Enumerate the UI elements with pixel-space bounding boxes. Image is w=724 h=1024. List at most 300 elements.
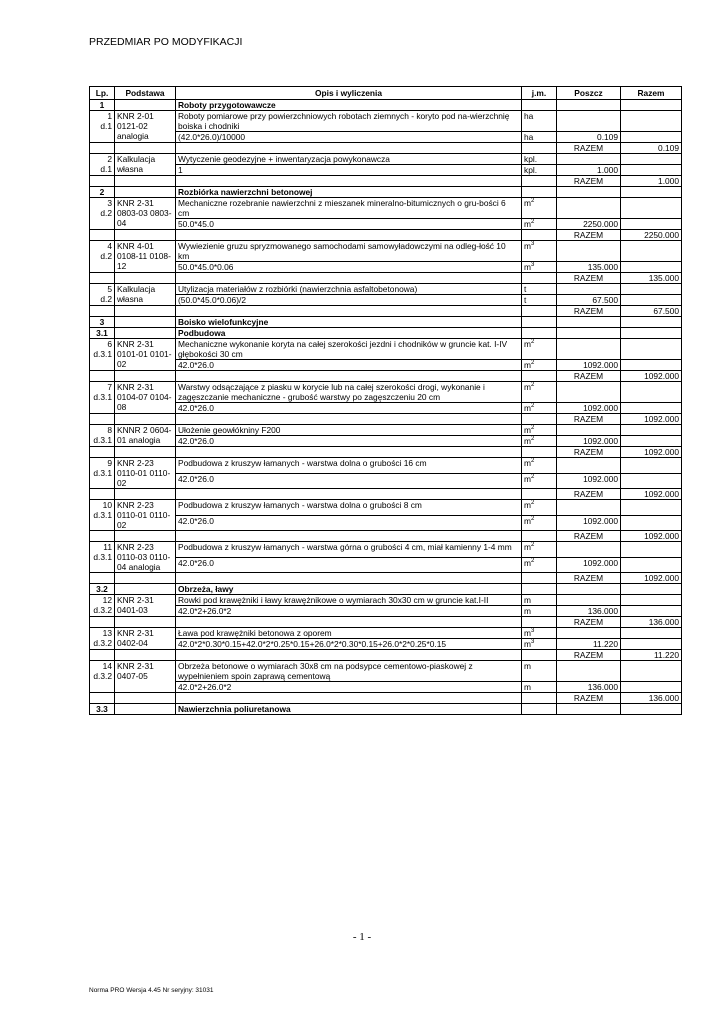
total-value: 1.000 <box>621 176 682 187</box>
item-basis: KNNR 2 0604-01 analogia <box>115 425 176 447</box>
item-number: 6 <box>107 339 112 349</box>
total-empty-cell <box>115 447 176 458</box>
calculation-quantity: 135.000 <box>557 262 621 273</box>
total-row <box>90 489 682 500</box>
calculation-unit-unit: m <box>524 219 531 229</box>
item-number: 10 <box>102 500 112 510</box>
total-label: RAZEM <box>557 414 621 425</box>
total-empty-cell <box>90 693 115 704</box>
item-basis: Kalkulacja własna <box>115 154 176 176</box>
item-unit-exponent: 3 <box>530 241 535 248</box>
item-unit-unit: m <box>524 542 531 552</box>
item-unit-unit: m <box>524 500 531 510</box>
item-unit <box>522 111 557 132</box>
section-empty-cell <box>557 317 621 328</box>
item-unit <box>522 154 557 165</box>
section-empty-cell <box>621 584 682 595</box>
item-row <box>90 382 682 403</box>
total-label: RAZEM <box>557 230 621 241</box>
calculation-formula: 42.0*26.0 <box>176 360 522 371</box>
item-lp-cell <box>90 284 115 306</box>
calculation-unit-unit: ha <box>524 132 534 142</box>
item-number: 11 <box>103 542 112 552</box>
item-empty-cell <box>557 198 621 219</box>
total-empty-cell <box>176 617 522 628</box>
total-empty-cell <box>115 230 176 241</box>
calculation-unit-exponent: 2 <box>530 436 535 443</box>
total-empty-cell <box>115 306 176 317</box>
item-lp-cell <box>90 542 115 573</box>
item-department: d.2 <box>100 251 112 261</box>
calculation-unit-unit: m <box>524 436 531 446</box>
section-title: Rozbiórka nawierzchni betonowej <box>176 187 522 198</box>
section-row <box>90 328 682 339</box>
item-basis: KNR 2-31 0407-05 <box>115 661 176 693</box>
item-empty-cell <box>557 542 621 558</box>
item-description: Wytyczenie geodezyjne + inwentaryzacja powykonawcza <box>176 154 522 165</box>
calculation-unit <box>522 515 557 531</box>
item-empty-cell <box>557 458 621 474</box>
calculation-row <box>90 262 682 273</box>
calculation-unit-unit: m <box>524 262 531 272</box>
calculation-unit <box>522 436 557 447</box>
item-unit-exponent: 2 <box>530 458 535 465</box>
calculation-row <box>90 219 682 230</box>
section-empty-cell <box>621 187 682 198</box>
item-unit <box>522 500 557 516</box>
item-row <box>90 458 682 474</box>
calculation-quantity: 1092.000 <box>557 473 621 489</box>
total-empty-cell <box>176 447 522 458</box>
item-empty-cell <box>557 111 621 132</box>
item-empty-cell <box>557 382 621 403</box>
total-empty-cell <box>522 176 557 187</box>
total-label: RAZEM <box>557 693 621 704</box>
calculation-empty-cell <box>621 473 682 489</box>
item-unit-unit: kpl. <box>524 154 538 164</box>
item-row <box>90 198 682 219</box>
item-empty-cell <box>557 628 621 639</box>
item-unit <box>522 628 557 639</box>
total-empty-cell <box>90 573 115 584</box>
total-value: 136.000 <box>621 617 682 628</box>
item-unit-unit: m <box>524 628 531 638</box>
item-basis: KNR 2-01 0121-02 analogia <box>115 111 176 143</box>
item-description: Ułożenie geowłókniny F200 <box>176 425 522 436</box>
item-row <box>90 595 682 606</box>
page-footer: Norma PRO Wersja 4.45 Nr seryjny: 31031 <box>89 987 214 994</box>
calculation-formula: (42.0*26.0)/10000 <box>176 132 522 143</box>
item-number: 7 <box>107 382 112 392</box>
item-lp-cell <box>90 382 115 414</box>
calculation-unit-exponent: 2 <box>530 557 535 564</box>
item-lp-cell <box>90 595 115 617</box>
column-header-razem: Razem <box>621 87 682 100</box>
page-header-title: PRZEDMIAR PO MODYFIKACJI <box>89 36 243 48</box>
item-number: 3 <box>107 198 112 208</box>
section-empty-cell <box>557 100 621 111</box>
column-header-poszcz: Poszcz <box>557 87 621 100</box>
item-lp-cell <box>90 198 115 230</box>
total-empty-cell <box>176 573 522 584</box>
item-lp-cell <box>90 111 115 143</box>
calculation-quantity: 1092.000 <box>557 436 621 447</box>
item-empty-cell <box>621 111 682 132</box>
total-empty-cell <box>176 230 522 241</box>
total-row <box>90 693 682 704</box>
calculation-quantity: 136.000 <box>557 606 621 617</box>
item-unit-unit: ha <box>524 111 534 121</box>
section-empty-cell <box>557 187 621 198</box>
total-empty-cell <box>90 617 115 628</box>
total-empty-cell <box>90 306 115 317</box>
item-department: d.2 <box>100 294 112 304</box>
total-empty-cell <box>522 230 557 241</box>
section-empty-cell <box>522 584 557 595</box>
item-lp-cell <box>90 661 115 693</box>
total-label: RAZEM <box>557 143 621 154</box>
calculation-unit-unit: m <box>524 606 531 616</box>
total-value: 135.000 <box>621 273 682 284</box>
column-header-podstawa: Podstawa <box>115 87 176 100</box>
section-empty-cell <box>522 317 557 328</box>
calculation-unit-unit: m <box>524 360 531 370</box>
table-header-row <box>90 87 682 100</box>
section-number: 3.2 <box>90 584 115 595</box>
item-row <box>90 500 682 516</box>
section-title: Podbudowa <box>176 328 522 339</box>
total-empty-cell <box>522 650 557 661</box>
item-unit-exponent: 2 <box>530 198 535 205</box>
item-description: Podbudowa z kruszyw łamanych - warstwa dolna o grubości 8 cm <box>176 500 522 516</box>
section-empty-cell <box>621 317 682 328</box>
calculation-unit <box>522 606 557 617</box>
item-unit-exponent: 3 <box>530 628 535 635</box>
item-unit-unit: m <box>524 382 531 392</box>
section-number: 3 <box>90 317 115 328</box>
calculation-unit <box>522 639 557 650</box>
item-unit-unit: m <box>524 241 531 251</box>
calculation-row <box>90 557 682 573</box>
total-empty-cell <box>90 230 115 241</box>
item-empty-cell <box>557 339 621 360</box>
item-unit <box>522 198 557 219</box>
total-value: 1092.000 <box>621 489 682 500</box>
calculation-formula: 42.0*2*0.30*0.15+42.0*2*0.25*0.15+26.0*2*0.30*0.15+26.0*2*0.25*0.15 <box>176 639 522 650</box>
item-unit <box>522 241 557 262</box>
total-empty-cell <box>176 693 522 704</box>
item-department: d.3.1 <box>93 552 112 562</box>
total-empty-cell <box>90 414 115 425</box>
calculation-unit-unit: m <box>524 473 531 484</box>
item-number: 2 <box>107 154 112 164</box>
total-empty-cell <box>115 414 176 425</box>
item-lp-cell <box>90 339 115 371</box>
total-row <box>90 447 682 458</box>
total-row <box>90 531 682 542</box>
column-header-jm: j.m. <box>522 87 557 100</box>
item-basis: KNR 2-31 0104-07 0104-08 <box>115 382 176 414</box>
total-empty-cell <box>176 650 522 661</box>
item-description: Mechaniczne wykonanie koryta na całej szerokości jezdni i chodników w gruncie kat. I-IV głębokości 30 cm <box>176 339 522 360</box>
section-empty-cell <box>621 704 682 715</box>
item-empty-cell <box>557 500 621 516</box>
item-unit <box>522 382 557 403</box>
item-description: Utylizacja materiałów z rozbiórki (nawierzchnia asfaltobetonowa) <box>176 284 522 295</box>
section-title: Nawierzchnia poliuretanowa <box>176 704 522 715</box>
section-empty-cell <box>522 704 557 715</box>
total-empty-cell <box>115 489 176 500</box>
total-row <box>90 650 682 661</box>
calculation-empty-cell <box>621 219 682 230</box>
item-row <box>90 284 682 295</box>
item-number: 1 <box>107 111 112 121</box>
total-empty-cell <box>115 693 176 704</box>
item-description: Ława pod krawężniki betonowa z oporem <box>176 628 522 639</box>
item-unit-unit: m <box>524 458 531 468</box>
item-department: d.3.2 <box>93 638 112 648</box>
item-unit-exponent: 2 <box>530 500 535 507</box>
page-number: - 1 - <box>352 931 372 943</box>
calculation-quantity: 11.220 <box>557 639 621 650</box>
item-empty-cell <box>621 595 682 606</box>
section-row <box>90 187 682 198</box>
item-row <box>90 154 682 165</box>
calculation-unit-exponent: 3 <box>530 262 535 269</box>
total-row <box>90 230 682 241</box>
total-label: RAZEM <box>557 371 621 382</box>
item-department: d.2 <box>100 208 112 218</box>
item-empty-cell <box>557 284 621 295</box>
item-description: Podbudowa z kruszyw łamanych - warstwa dolna o grubości 16 cm <box>176 458 522 474</box>
total-empty-cell <box>115 531 176 542</box>
item-unit <box>522 458 557 474</box>
calculation-formula: 42.0*26.0 <box>176 557 522 573</box>
total-empty-cell <box>522 531 557 542</box>
total-empty-cell <box>522 489 557 500</box>
total-label: RAZEM <box>557 273 621 284</box>
total-value: 0.109 <box>621 143 682 154</box>
total-empty-cell <box>176 143 522 154</box>
total-empty-cell <box>115 573 176 584</box>
total-value: 136.000 <box>621 693 682 704</box>
item-row <box>90 661 682 682</box>
bill-of-quantities-table <box>89 86 682 715</box>
section-empty-cell <box>115 704 176 715</box>
item-department: d.3.1 <box>93 435 112 445</box>
calculation-unit <box>522 682 557 693</box>
item-number: 12 <box>102 595 112 605</box>
calculation-formula: 42.0*2+26.0*2 <box>176 606 522 617</box>
section-empty-cell <box>115 328 176 339</box>
item-empty-cell <box>621 241 682 262</box>
total-row <box>90 617 682 628</box>
calculation-row <box>90 436 682 447</box>
total-empty-cell <box>176 306 522 317</box>
section-number: 3.1 <box>90 328 115 339</box>
total-empty-cell <box>176 273 522 284</box>
calculation-row <box>90 682 682 693</box>
section-empty-cell <box>557 704 621 715</box>
total-value: 67.500 <box>621 306 682 317</box>
item-description: Warstwy odsączające z piasku w korycie lub na całej szerokości drogi, wykonanie i zagęszczanie mechaniczne - grubość warstwy po zagęszczeniu 20 cm <box>176 382 522 403</box>
item-row <box>90 241 682 262</box>
item-basis: Kalkulacja własna <box>115 284 176 306</box>
total-empty-cell <box>90 650 115 661</box>
item-empty-cell <box>621 425 682 436</box>
item-unit <box>522 284 557 295</box>
section-empty-cell <box>557 328 621 339</box>
item-basis: KNR 2-23 0110-03 0110-04 analogia <box>115 542 176 573</box>
total-value: 1092.000 <box>621 447 682 458</box>
calculation-row <box>90 473 682 489</box>
total-empty-cell <box>522 273 557 284</box>
item-basis: KNR 2-31 0101-01 0101-02 <box>115 339 176 371</box>
total-label: RAZEM <box>557 531 621 542</box>
item-unit <box>522 595 557 606</box>
item-empty-cell <box>557 595 621 606</box>
item-lp-cell <box>90 458 115 489</box>
calculation-unit-unit: m <box>524 682 531 692</box>
item-number: 9 <box>107 458 112 468</box>
total-label: RAZEM <box>557 573 621 584</box>
calculation-unit <box>522 403 557 414</box>
total-label: RAZEM <box>557 306 621 317</box>
calculation-empty-cell <box>621 360 682 371</box>
total-empty-cell <box>522 693 557 704</box>
total-value: 11.220 <box>621 650 682 661</box>
calculation-unit <box>522 557 557 573</box>
item-unit-unit: m <box>524 339 531 349</box>
item-basis: KNR 4-01 0108-11 0108-12 <box>115 241 176 273</box>
item-unit-exponent: 2 <box>530 382 535 389</box>
item-row <box>90 339 682 360</box>
calculation-row <box>90 515 682 531</box>
calculation-unit-unit: m <box>524 515 531 526</box>
item-unit-unit: m <box>524 661 531 671</box>
item-number: 5 <box>107 284 112 294</box>
calculation-row <box>90 132 682 143</box>
section-number: 3.3 <box>90 704 115 715</box>
total-empty-cell <box>522 143 557 154</box>
total-empty-cell <box>115 617 176 628</box>
item-empty-cell <box>557 154 621 165</box>
calculation-unit <box>522 262 557 273</box>
section-row <box>90 704 682 715</box>
section-row <box>90 584 682 595</box>
total-empty-cell <box>115 176 176 187</box>
item-empty-cell <box>621 382 682 403</box>
calculation-unit-exponent: 2 <box>530 473 535 480</box>
section-empty-cell <box>621 328 682 339</box>
item-unit-unit: m <box>524 425 531 435</box>
item-empty-cell <box>621 284 682 295</box>
item-department: d.3.1 <box>93 468 112 478</box>
calculation-unit-unit: m <box>524 403 531 413</box>
total-empty-cell <box>176 371 522 382</box>
total-label: RAZEM <box>557 650 621 661</box>
item-unit <box>522 425 557 436</box>
item-department: d.3.1 <box>93 392 112 402</box>
calculation-row <box>90 606 682 617</box>
calculation-unit-unit: t <box>524 295 527 305</box>
section-number: 1 <box>90 100 115 111</box>
calculation-empty-cell <box>621 606 682 617</box>
total-empty-cell <box>115 650 176 661</box>
section-number: 2 <box>90 187 115 198</box>
item-unit-unit: t <box>524 284 527 294</box>
calculation-quantity: 1092.000 <box>557 557 621 573</box>
column-header-opis: Opis i wyliczenia <box>176 87 522 100</box>
item-department: d.3.2 <box>93 605 112 615</box>
calculation-row <box>90 295 682 306</box>
calculation-formula: 42.0*26.0 <box>176 473 522 489</box>
calculation-formula: 50.0*45.0*0.06 <box>176 262 522 273</box>
section-empty-cell <box>522 328 557 339</box>
item-empty-cell <box>621 339 682 360</box>
item-basis: KNR 2-23 0110-01 0110-02 <box>115 458 176 489</box>
calculation-formula: 42.0*26.0 <box>176 515 522 531</box>
item-unit-exponent: 2 <box>530 339 535 346</box>
table-body <box>90 100 682 715</box>
section-row <box>90 317 682 328</box>
calculation-quantity: 1092.000 <box>557 515 621 531</box>
total-label: RAZEM <box>557 617 621 628</box>
calculation-row <box>90 639 682 650</box>
item-basis: KNR 2-31 0401-03 <box>115 595 176 617</box>
item-unit <box>522 661 557 682</box>
item-lp-cell <box>90 500 115 531</box>
section-empty-cell <box>115 317 176 328</box>
calculation-unit-exponent: 2 <box>530 515 535 522</box>
column-header-lp: Lp. <box>90 87 115 100</box>
total-empty-cell <box>522 371 557 382</box>
item-lp-cell <box>90 154 115 176</box>
calculation-unit <box>522 132 557 143</box>
calculation-unit-unit: kpl. <box>524 165 538 175</box>
item-empty-cell <box>621 458 682 474</box>
item-row <box>90 628 682 639</box>
calculation-empty-cell <box>621 682 682 693</box>
item-department: d.3.1 <box>93 510 112 520</box>
section-empty-cell <box>522 187 557 198</box>
total-empty-cell <box>90 489 115 500</box>
item-empty-cell <box>557 241 621 262</box>
item-description: Podbudowa z kruszyw łamanych - warstwa górna o grubości 4 cm, miał kamienny 1-4 mm <box>176 542 522 558</box>
item-empty-cell <box>621 500 682 516</box>
total-row <box>90 273 682 284</box>
item-number: 14 <box>102 661 112 671</box>
calculation-quantity: 1092.000 <box>557 403 621 414</box>
item-basis: KNR 2-23 0110-01 0110-02 <box>115 500 176 531</box>
calculation-formula: 42.0*26.0 <box>176 403 522 414</box>
total-row <box>90 176 682 187</box>
total-empty-cell <box>90 447 115 458</box>
item-lp-cell <box>90 241 115 273</box>
section-title: Roboty przygotowawcze <box>176 100 522 111</box>
calculation-empty-cell <box>621 262 682 273</box>
calculation-quantity: 1092.000 <box>557 360 621 371</box>
item-number: 13 <box>102 628 112 638</box>
item-description: Rowki pod krawężniki i ławy krawężnikowe o wymiarach 30x30 cm w gruncie kat.I-II <box>176 595 522 606</box>
section-empty-cell <box>522 100 557 111</box>
total-empty-cell <box>522 414 557 425</box>
section-empty-cell <box>115 100 176 111</box>
total-row <box>90 573 682 584</box>
calculation-quantity: 2250.000 <box>557 219 621 230</box>
calculation-quantity: 1.000 <box>557 165 621 176</box>
total-label: RAZEM <box>557 176 621 187</box>
